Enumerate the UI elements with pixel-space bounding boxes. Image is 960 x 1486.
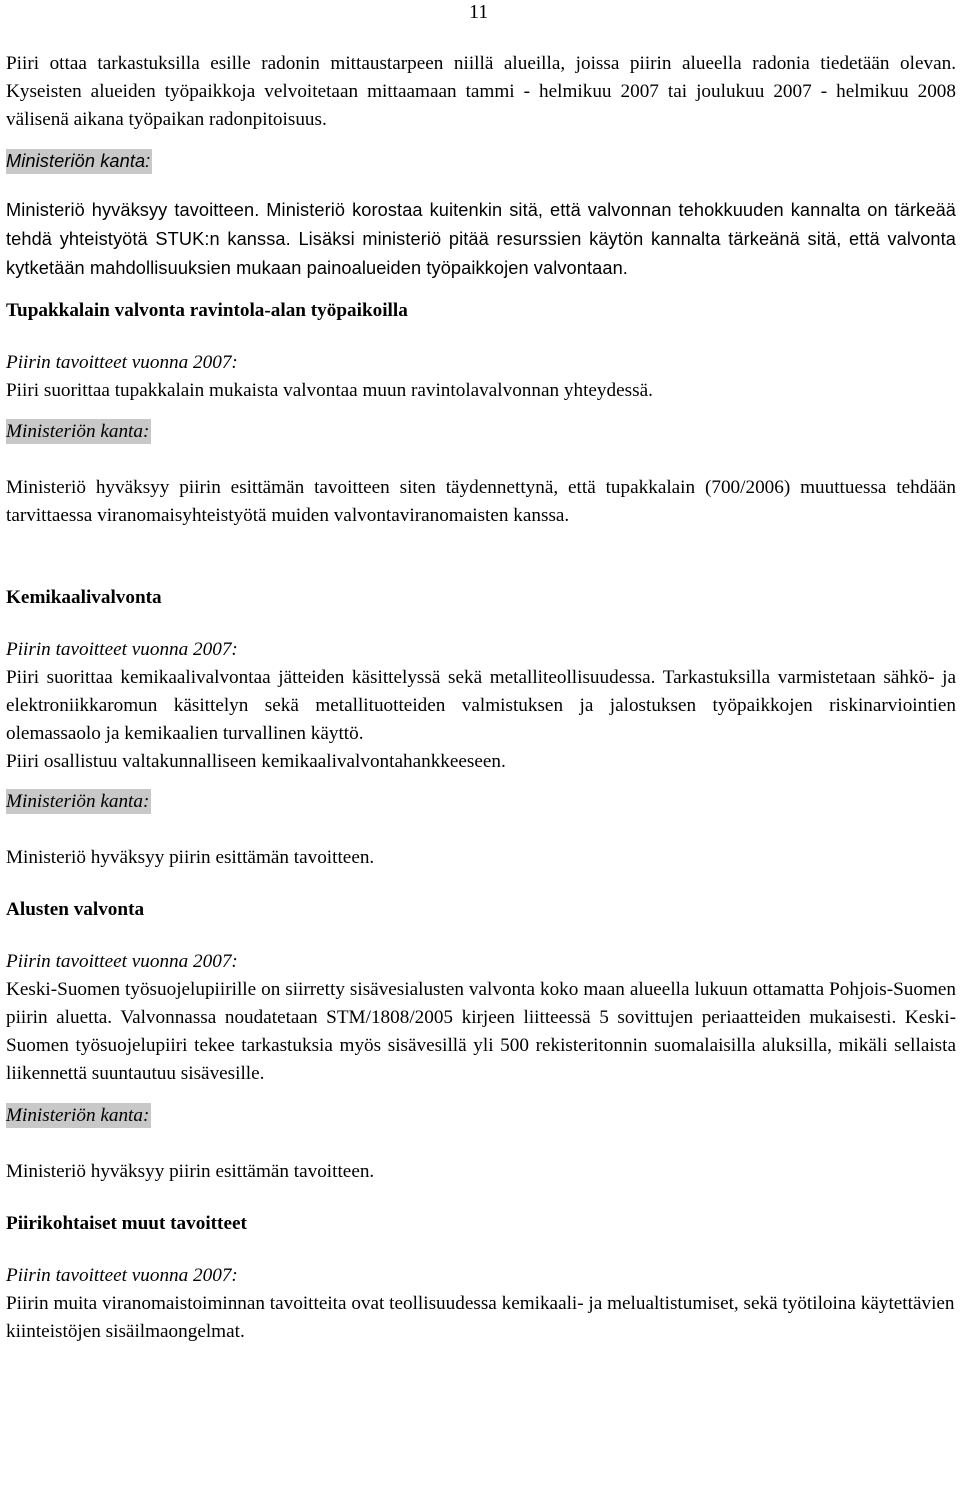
paragraph-ministry-tobacco: Ministeriö hyväksyy piirin esittämän tavoitteen siten täydennettynä, että tupakkalain (700/2006) muuttuessa tehdään tarvittaessa viranomaisyhteistyötä muiden valvontaviranomaisten kanssa. — [6, 477, 956, 526]
paragraph-vessels-goal: Keski-Suomen työsuojelupiirille on siirretty sisävesialusten valvonta koko maan alueella lukuun ottamatta Pohjois-Suomen piirin aluetta. Valvonnassa noudatetaan STM/1808/2005 kirjeen liitteessä 5 sovittujen periaatteiden mukaisesti. Keski-Suomen työsuojelupiiri tekee tarkastuksia myös sisävesillä yli 500 rekisteritonnin suomalaisilla aluksilla, mikäli sellaista liikennettä suuntautuu sisävesille. — [6, 979, 956, 1084]
goals-label: Piirin tavoitteet vuonna 2007: — [6, 639, 238, 660]
paragraph-chemicals-project: Piiri osallistuu valtakunnalliseen kemikaalivalvontahankkeeseen. — [6, 751, 506, 772]
ministry-position-label: Ministeriön kanta: — [6, 149, 152, 174]
ministry-position-label: Ministeriön kanta: — [6, 1105, 150, 1126]
section-label — [6, 418, 956, 446]
section-label — [6, 788, 956, 816]
document-body — [6, 50, 956, 1346]
heading-chemicals: Kemikaalivalvonta — [6, 587, 162, 608]
paragraph-other-goals: Piirin muita viranomaistoiminnan tavoitteita ovat teollisuudessa kemikaali- ja melualtistumiset, sekä työtiloina käytettävien kiinteistöjen sisäilmaongelmat. — [6, 1293, 955, 1342]
paragraph-ministry-vessels: Ministeriö hyväksyy piirin esittämän tavoitteen. — [6, 1161, 375, 1182]
ministry-position-label: Ministeriön kanta: — [6, 791, 150, 812]
goals-label: Piirin tavoitteet vuonna 2007: — [6, 951, 238, 972]
goals-label: Piirin tavoitteet vuonna 2007: — [6, 1265, 238, 1286]
page-number: 11 — [469, 1, 489, 23]
section-label — [6, 148, 956, 176]
heading-other-goals: Piirikohtaiset muut tavoitteet — [6, 1213, 247, 1234]
paragraph-radon: Piiri ottaa tarkastuksilla esille radonin mittaustarpeen niillä alueilla, joissa piirin alueella radonia tiedetään olevan. Kyseisten alueiden työpaikkoja velvoitetaan mittaamaan tammi - helmikuu 2007 tai joulukuu 2007 - helmikuu 2008 välisenä aikana työpaikan radonpitoisuus. — [6, 53, 956, 130]
paragraph-ministry-chemicals: Ministeriö hyväksyy piirin esittämän tavoitteen. — [6, 847, 375, 868]
paragraph-chemicals-goal: Piiri suorittaa kemikaalivalvontaa jätteiden käsittelyssä sekä metalliteollisuudessa. Tarkastuksilla varmistetaan sähkö- ja elektroniikkaromun käsittelyn sekä metallituotteiden valmistuksen ja jalostuksen työpaikkojen riskinarviointien olemassaolo ja kemikaalien turvallinen käyttö. — [6, 667, 956, 744]
paragraph-tobacco-goal: Piiri suorittaa tupakkalain mukaista valvontaa muun ravintolavalvonnan yhteydessä. — [6, 380, 653, 401]
heading-tobacco: Tupakkalain valvonta ravintola-alan työpaikoilla — [6, 300, 408, 321]
heading-vessels: Alusten valvonta — [6, 899, 145, 920]
paragraph-ministry-radon: Ministeriö hyväksyy tavoitteen. Ministeriö korostaa kuitenkin sitä, että valvonnan tehokkuuden kannalta on tärkeää tehdä yhteistyötä STUK:n kanssa. Lisäksi ministeriö pitää resurssien käytön kannalta tärkeänä sitä, että valvonta kytketään mahdollisuuksien mukaan painoalueiden työpaikkojen valvontaan. — [6, 200, 956, 278]
goals-label: Piirin tavoitteet vuonna 2007: — [6, 352, 238, 373]
ministry-position-label: Ministeriön kanta: — [6, 421, 150, 442]
section-label — [6, 1102, 956, 1130]
